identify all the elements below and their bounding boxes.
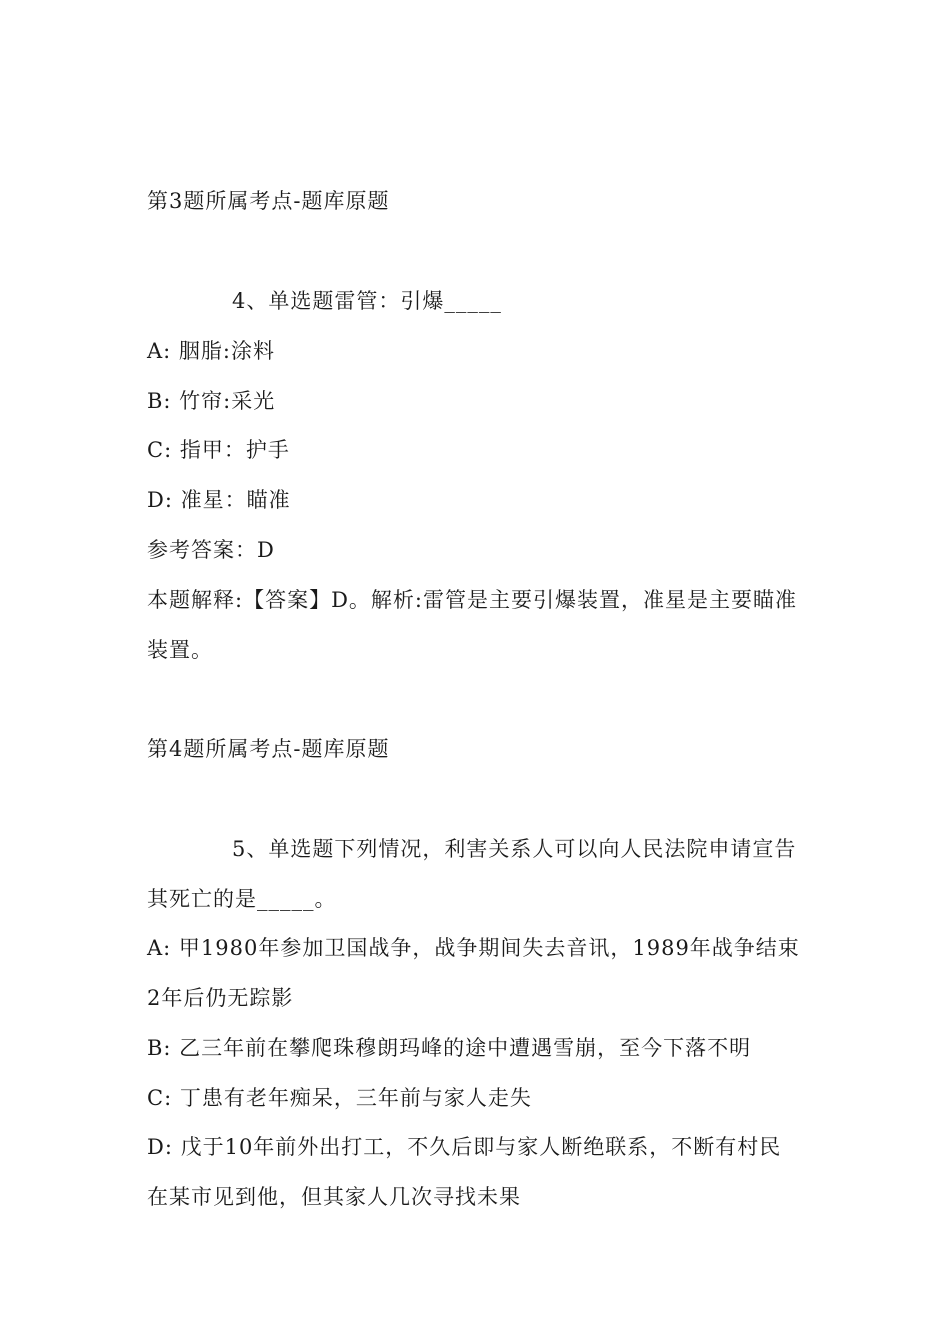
q4-section-label: 第4题所属考点-题库原题	[147, 737, 390, 761]
q5-stem-line2: 其死亡的是_____。	[147, 887, 337, 911]
q4-answer: 参考答案：D	[147, 538, 275, 562]
q5-option-d-line1: D: 戊于10年前外出打工，不久后即与家人断绝联系，不断有村民	[147, 1135, 782, 1159]
q4-stem: 4、单选题雷管：引爆_____	[232, 289, 502, 313]
q4-option-d: D: 准星：瞄准	[147, 488, 291, 512]
q4-option-b: B: 竹帘:采光	[147, 389, 276, 413]
q4-option-a: A: 胭脂:涂料	[147, 339, 275, 363]
q4-option-c: C: 指甲：护手	[147, 438, 290, 462]
q5-option-c: C: 丁患有老年痴呆，三年前与家人走失	[147, 1086, 532, 1110]
q3-section-label: 第3题所属考点-题库原题	[147, 189, 390, 213]
q5-option-a-line2: 2年后仍无踪影	[147, 986, 294, 1010]
q5-option-b: B: 乙三年前在攀爬珠穆朗玛峰的途中遭遇雪崩，至今下落不明	[147, 1036, 752, 1060]
q4-explanation-line2: 装置。	[147, 638, 213, 662]
q5-stem-line1: 5、单选题下列情况，利害关系人可以向人民法院申请宣告	[232, 837, 797, 861]
q5-option-d-line2: 在某市见到他，但其家人几次寻找未果	[147, 1185, 521, 1209]
q5-option-a-line1: A: 甲1980年参加卫国战争，战争期间失去音讯，1989年战争结束	[147, 936, 800, 960]
q4-explanation-line1: 本题解释:【答案】D。解析:雷管是主要引爆装置，准星是主要瞄准	[147, 588, 797, 612]
